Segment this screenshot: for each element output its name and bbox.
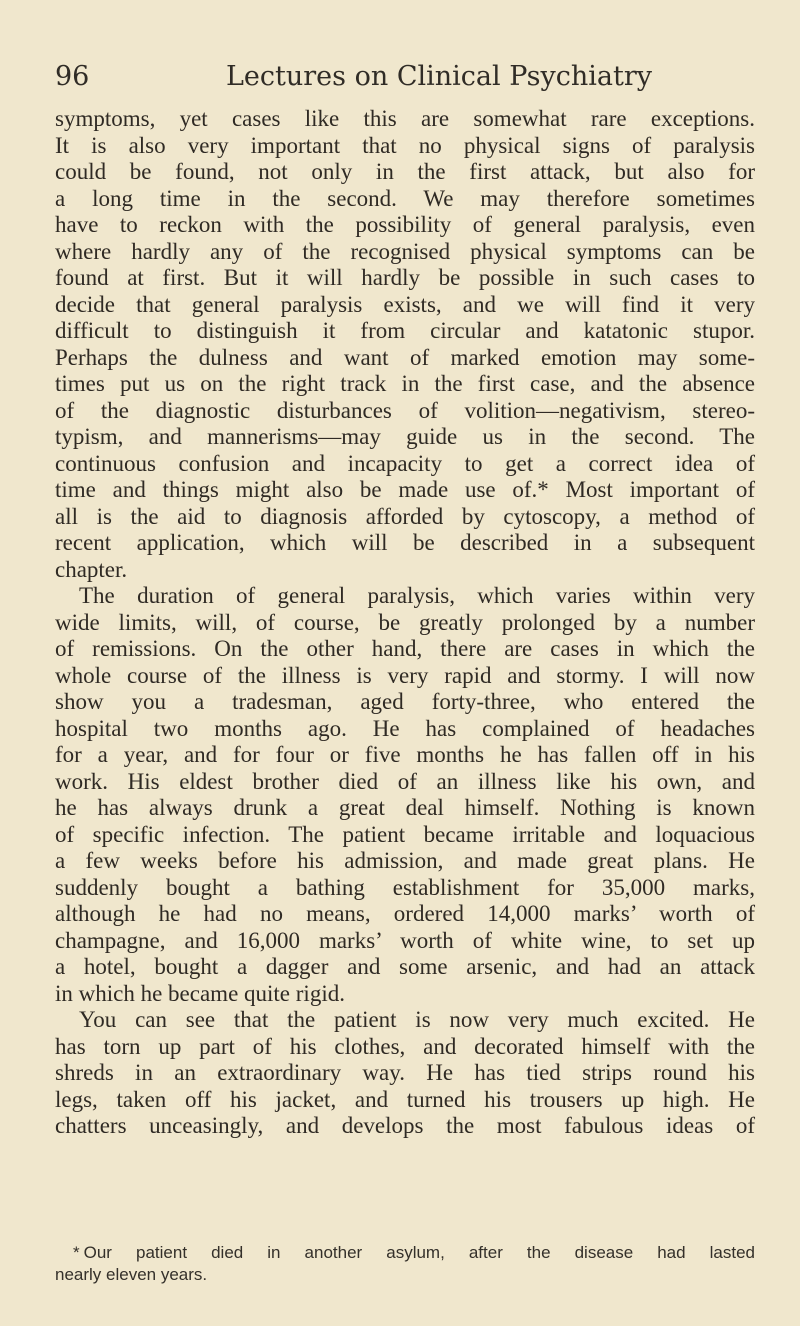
text-line: although he had no means, ordered 14,000 marks’ worth of — [55, 901, 755, 926]
text-line: It is also very important that no physical signs of paralysis — [55, 132, 755, 158]
text-line: hospital two months ago. He has complained of headaches — [55, 715, 755, 741]
text-line: continuous confusion and incapacity to get a correct idea of — [55, 450, 755, 476]
text-line: where hardly any of the recognised physical symptoms can be — [55, 238, 755, 264]
text-line: of the diagnostic disturbances of volition—negativism, stereo- — [55, 397, 755, 423]
text-line: all is the aid to diagnosis afforded by cytoscopy, a method of — [55, 503, 755, 529]
running-title: Lectures on Clinical Psychiatry — [226, 61, 653, 92]
page-number: 96 — [55, 61, 90, 92]
text-line: chapter. — [55, 556, 128, 582]
text-line: of remissions. On the other hand, there are cases in which the — [55, 636, 755, 661]
text-line: for a year, and for four or five months he has fallen off in his — [55, 742, 755, 767]
text-line: decide that general paralysis exists, and we will find it very — [55, 291, 755, 317]
text-line: a long time in the second. We may therefore sometimes — [55, 185, 755, 211]
footnote-line — [55, 1242, 755, 1264]
text-line: champagne, and 16,000 marks’ worth of white wine, to set up — [55, 927, 755, 953]
page-header — [55, 52, 755, 102]
text-line: shreds in an extraordinary way. He has tied strips round his — [55, 1060, 755, 1085]
text-line: chatters unceasingly, and develops the most fabulous ideas of — [55, 1113, 755, 1138]
text-line: legs, taken off his jacket, and turned his trousers up high. He — [55, 1086, 755, 1112]
footnote-marker: * — [73, 1243, 80, 1262]
text-line: a hotel, bought a dagger and some arsenic, and had an attack — [55, 954, 755, 979]
text-line: times put us on the right track in the first case, and the absence — [55, 371, 755, 396]
text-line: whole course of the illness is very rapid and stormy. I will now — [55, 662, 755, 688]
text-line: have to reckon with the possibility of general paralysis, even — [55, 212, 755, 237]
text-line: a few weeks before his admission, and made great plans. He — [55, 848, 755, 873]
text-line: time and things might also be made use of.* Most important of — [55, 477, 755, 502]
body-text — [55, 106, 755, 1140]
text-line: has torn up part of his clothes, and decorated himself with the — [55, 1033, 755, 1059]
text-line: in which he became quite rigid. — [55, 980, 345, 1006]
text-line: symptoms, yet cases like this are somewhat rare exceptions. — [55, 106, 755, 131]
footnote-line: nearly eleven years. — [55, 1265, 208, 1284]
text-line: difficult to distinguish it from circular and katatonic stupor. — [55, 318, 755, 343]
footnote — [55, 1242, 755, 1286]
text-line: could be found, not only in the first attack, but also for — [55, 159, 755, 184]
text-line: wide limits, will, of course, be greatly prolonged by a number — [55, 609, 755, 635]
text-line: show you a tradesman, aged forty-three, who entered the — [55, 689, 755, 714]
text-line: recent application, which will be described in a subsequent — [55, 530, 755, 555]
text-line: suddenly bought a bathing establishment for 35,000 marks, — [55, 874, 755, 900]
text-line: work. His eldest brother died of an illness like his own, and — [55, 768, 755, 794]
text-line: Perhaps the dulness and want of marked emotion may some- — [55, 344, 755, 370]
text-line: he has always drunk a great deal himself. Nothing is known — [55, 795, 755, 820]
text-line: The duration of general paralysis, which varies within very — [79, 583, 755, 608]
text-line: of specific infection. The patient became irritable and loquacious — [55, 821, 755, 847]
text-line: typism, and mannerisms—may guide us in the second. The — [55, 424, 755, 449]
text-line: You can see that the patient is now very much excited. He — [79, 1007, 755, 1032]
footnote-text: Our patient died in another asylum, after the disease had lasted — [83, 1243, 755, 1262]
text-line: found at first. But it will hardly be possible in such cases to — [55, 265, 755, 290]
